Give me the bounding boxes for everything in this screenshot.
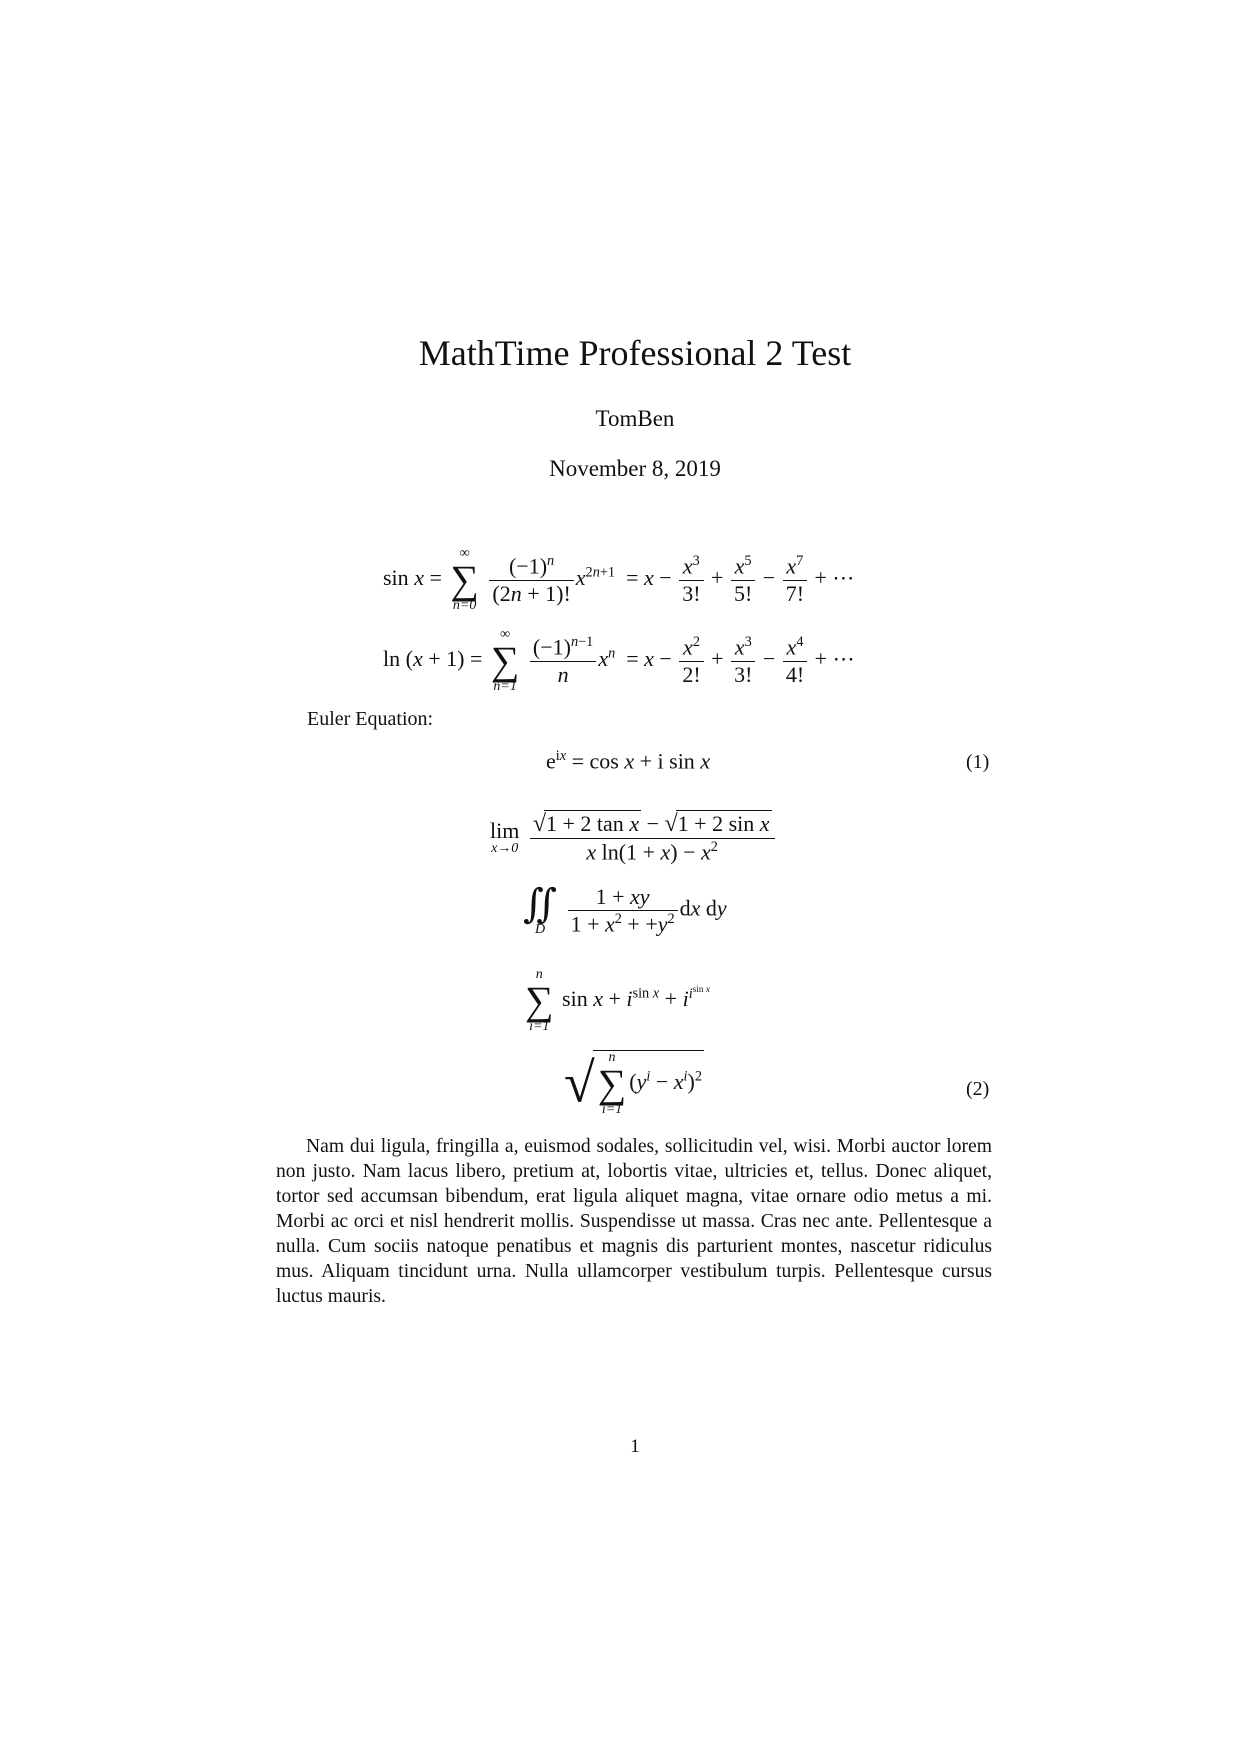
equation-number-2: (2): [966, 1078, 990, 1100]
body-paragraph: [276, 1134, 992, 1309]
ln-series-equation: ln (x + 1) = ∞ ∑ n=1 $\frac{(-1)^{n-1}}{n}$ $x^n = x$ − $\frac{x^2}{2!}$ + $\frac{x^3}{3!}$ − $\frac{x^4}{4!}$ + ⋯: [383, 627, 855, 694]
sum-expression: n ∑ i=1 $\sin x + i^{sin x} + i^{i^{sin x}}$: [525, 967, 710, 1034]
equation-number-1: (1): [966, 751, 990, 773]
euler-equation: $e^{ix} = \cos x + i$ sin x: [546, 748, 711, 774]
limit-expression: lim x→0 $\frac{\text{√1 + 2 tan x − √1 + 2 sin x}}{x \ln(1 + x) - x^2}$: [487, 810, 777, 865]
sin-series-equation: sin x = ∞ ∑ n=0 $\frac{(-1)^n}{(2n + 1)!}$ $x^{2n+1} = x$ − $\frac{x^3}{3!}$ + $\frac{x^5}{5!}$ − $\frac{x^7}{7!}$ + ⋯: [383, 546, 855, 613]
double-integral: ∬ D $\frac{1 + xy}{1 + x^2 + +y^2}$ dx dy: [523, 880, 727, 937]
sqrt-sum-equation: √ n ∑ i=1 $(y^i - x^i)^2$: [564, 1050, 702, 1117]
page-number: 1: [630, 1436, 640, 1457]
document-date: November 8, 2019: [549, 456, 721, 481]
document-title: MathTime Professional 2 Test: [418, 333, 852, 373]
document-author: TomBen: [595, 406, 675, 431]
paragraph-text: Nam dui ligula, fringilla a, euismod sodales, sollicitudin vel, wisi. Morbi auctor lorem non justo. Nam lacus libero, pretium at, lobortis vitae, ultricies et, tellus. Donec aliquet, tortor sed accumsan bibendum, erat ligula aliquet magna, vitae ornare odio metus a mi. Morbi ac orci et nisl hendrerit mollis. Suspendisse ut massa. Cras nec ante. Pellentesque a nulla. Cum sociis natoque penatibus et magnis dis parturient montes, nascetur ridiculus mus. Aliquam tincidunt urna. Nulla ullamcorper vestibulum turpis. Pellentesque cursus luctus mauris.: [276, 1136, 992, 1307]
euler-label: Euler Equation:: [307, 708, 434, 730]
